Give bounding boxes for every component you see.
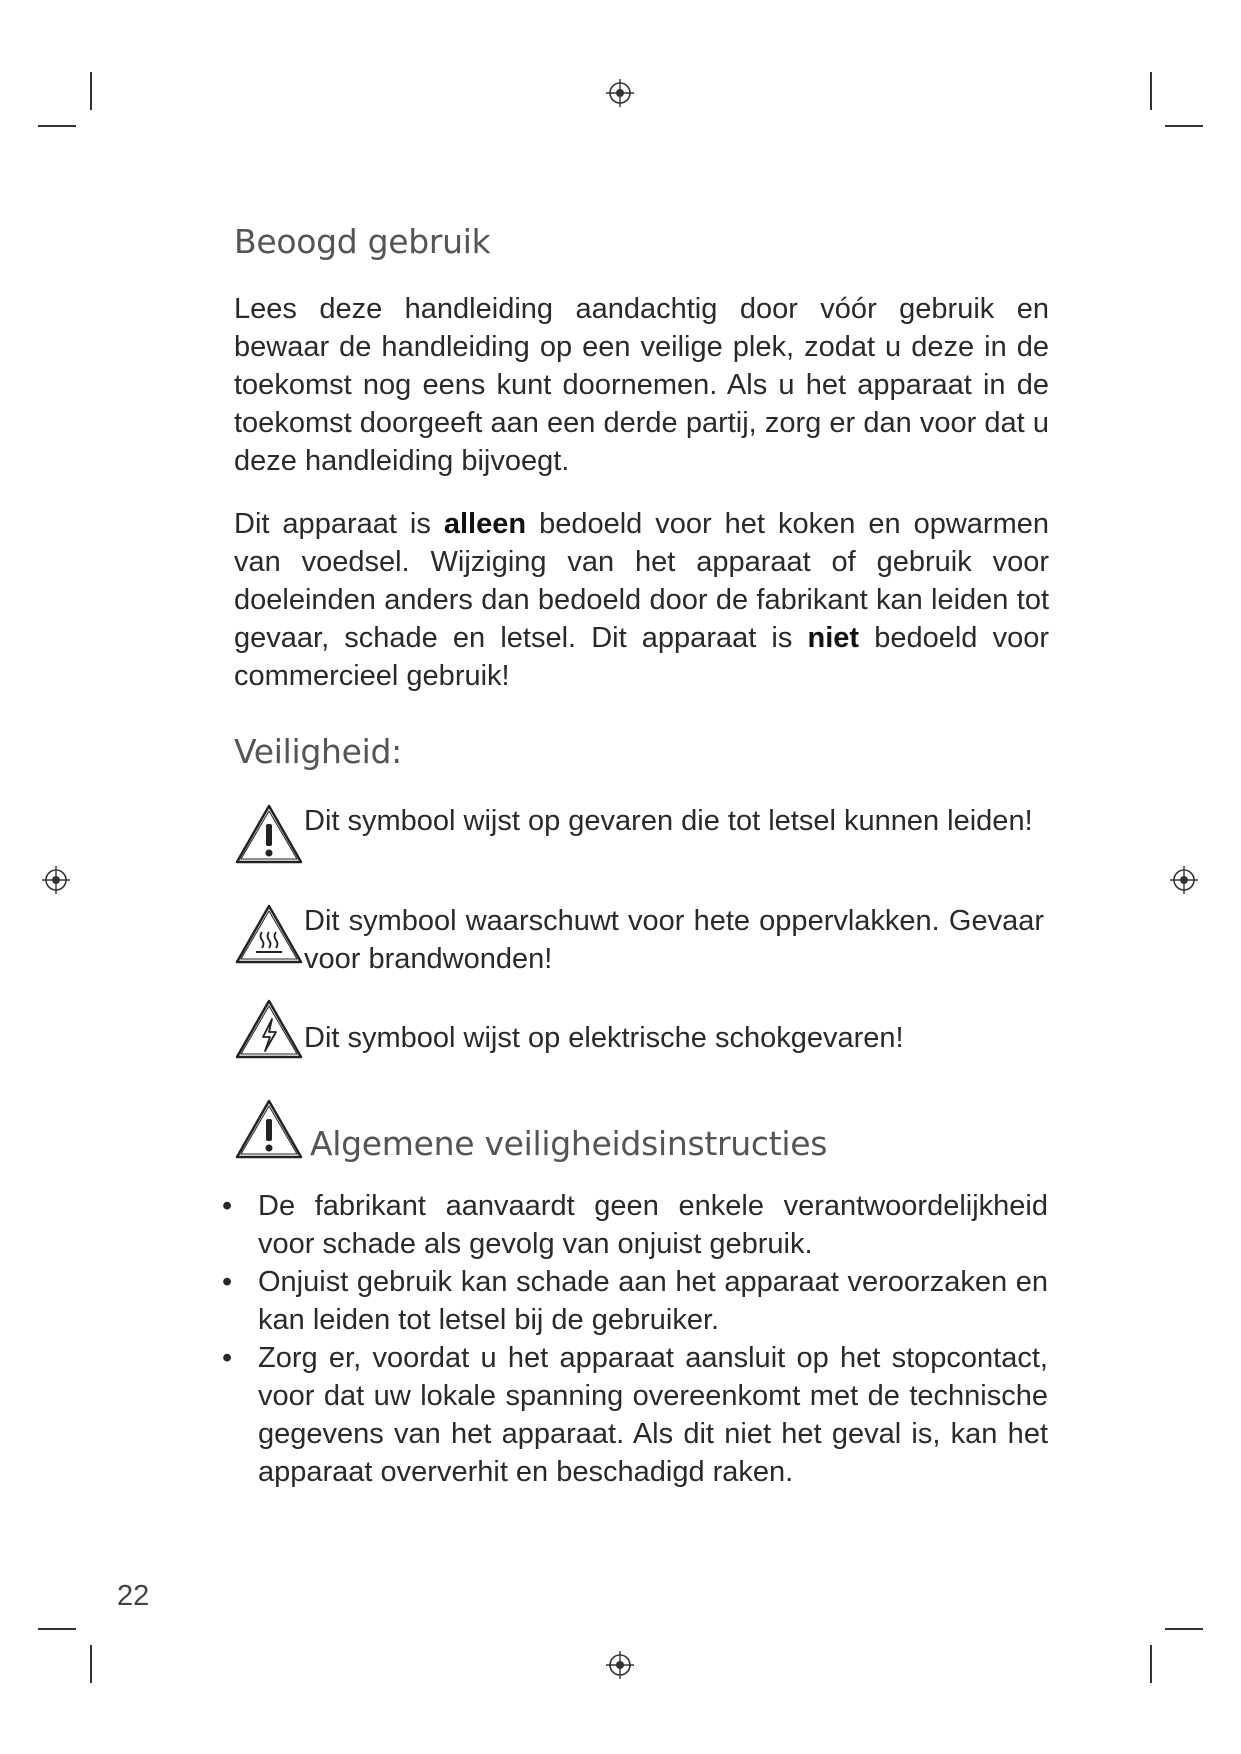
text-run: Dit apparaat is (234, 508, 444, 540)
section-title-intended-use: Beoogd gebruik (234, 222, 491, 261)
crop-mark (90, 72, 92, 110)
list-item-text: Zorg er, voordat u het apparaat aansluit op het stopcontact, voor dat uw lokale spanning overeenkomt met de technische gegevens van het apparaat. Als dit niet het geval is, kan het apparaat oververhit en beschadigd raken. (258, 1342, 1048, 1488)
warning-item (234, 902, 1044, 978)
list-item (222, 1187, 1182, 1263)
warning-text: Dit symbool wijst op gevaren die tot letsel kunnen leiden! (304, 805, 1033, 837)
text-run: bedoeld voor het koken en opwarmen van voedsel. Wijziging van het apparaat of gebruik voor doeleinden anders dan bedoeld door de fabrikant kan leiden tot gevaar, schade en letsel. Dit apparaat is (234, 508, 1050, 654)
list-item-text: Onjuist gebruik kan schade aan het apparaat veroorzaken en kan leiden tot letsel bij de gebruiker. (258, 1266, 1048, 1336)
intended-use-paragraph-1: Lees deze handleiding aandachtig door vóór gebruik en bewaar de handleiding op een veilige plek, zodat u deze in de toekomst nog eens kunt doornemen. Als u het apparaat in de toekomst doorgeeft aan een derde partij, zorg er dan voor dat u deze handleiding bijvoegt. (234, 293, 1049, 477)
warning-item (234, 997, 1044, 1061)
general-safety-heading (234, 1097, 827, 1161)
hot-surface-warning-icon (234, 902, 304, 966)
registration-mark-icon (1169, 865, 1199, 895)
bullet-icon: • (222, 1342, 233, 1374)
bullet-icon: • (222, 1190, 233, 1222)
crop-mark (1150, 72, 1152, 110)
warning-item (234, 802, 1044, 866)
list-item (222, 1263, 1182, 1339)
section-title-safety: Veiligheid: (234, 732, 402, 771)
warning-text: Dit symbool waarschuwt voor hete oppervlakken. Gevaar voor brandwonden! (304, 905, 1044, 975)
crop-mark (38, 125, 76, 127)
registration-mark-icon (605, 1650, 635, 1680)
bold-text-alleen: alleen (443, 508, 527, 540)
crop-mark (1150, 1645, 1152, 1683)
list-item (222, 1339, 1182, 1491)
electric-shock-warning-icon (234, 997, 304, 1061)
bold-text-niet: niet (807, 622, 860, 654)
text-run: bedoeld voor commercieel gebruik! (234, 622, 1049, 692)
list-item-text: De fabrikant aanvaardt geen enkele verantwoordelijkheid voor schade als gevolg van onjuist gebruik. (258, 1190, 1048, 1260)
warning-text: Dit symbool wijst op elektrische schokgevaren! (304, 1022, 904, 1054)
registration-mark-icon (41, 865, 71, 895)
crop-mark (38, 1628, 76, 1630)
safety-instructions-list (222, 1187, 1182, 1491)
exclamation-warning-icon (234, 1097, 304, 1161)
crop-mark (1165, 1628, 1203, 1630)
page-number: 22 (117, 1580, 150, 1612)
crop-mark (90, 1645, 92, 1683)
registration-mark-icon (605, 78, 635, 108)
section-title-general-safety: Algemene veiligheidsinstructies (310, 1124, 828, 1163)
exclamation-warning-icon (234, 802, 304, 866)
crop-mark (1165, 125, 1203, 127)
intended-use-paragraph-2 (234, 505, 1049, 695)
bullet-icon: • (222, 1266, 233, 1298)
